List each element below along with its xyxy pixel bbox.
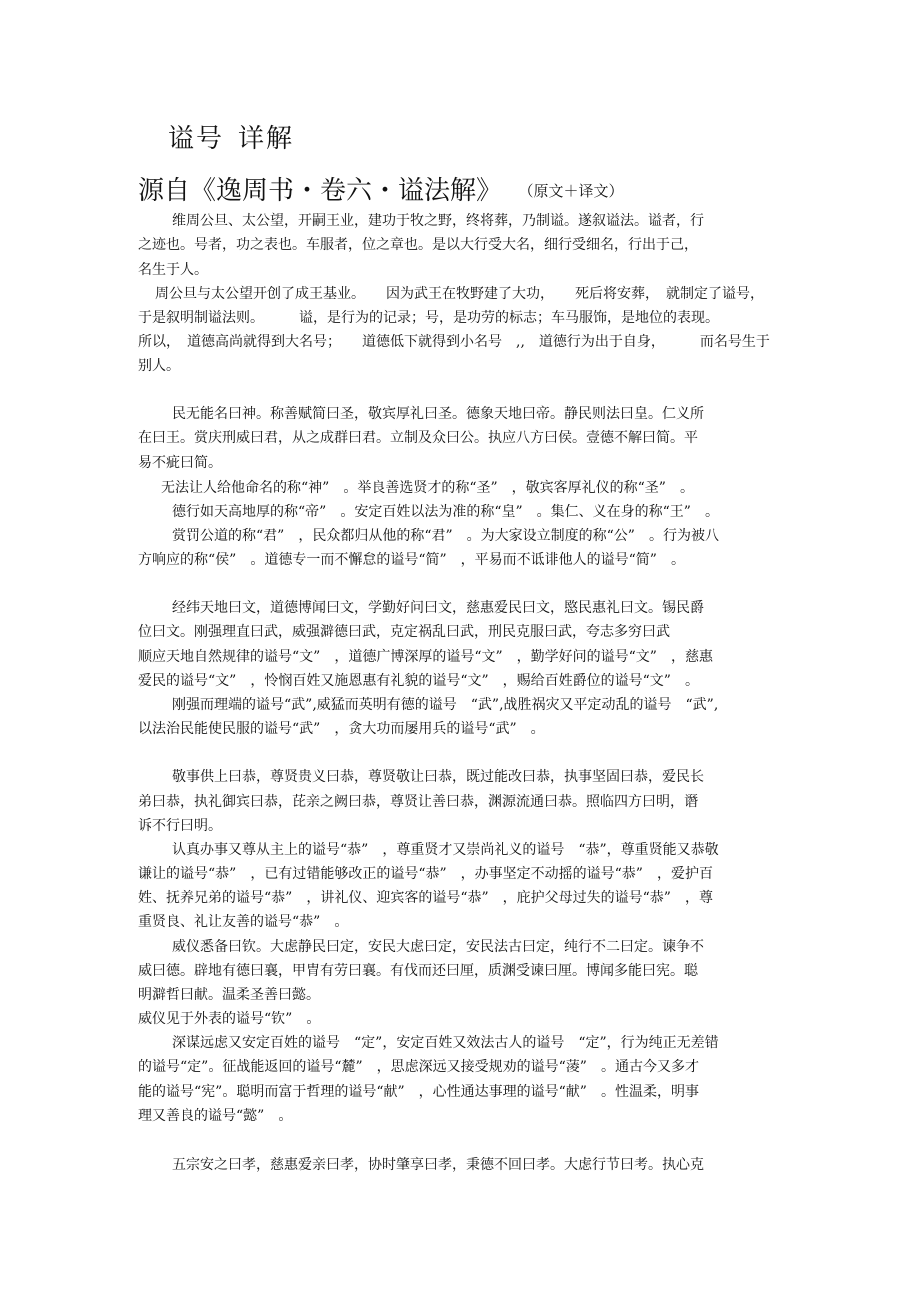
- text-line: 威仪悉备曰钦。大虑静民曰定，安民大虑曰定，安民法古曰定，纯行不二曰定。谏争不: [172, 939, 704, 955]
- page-subtitle: [138, 170, 624, 207]
- text-line: 周公旦与太公望开创了成王基业。 因为武王在牧野建了大功， 死后将安葬， 就制定了谥号，: [155, 286, 764, 302]
- subtitle-main: 源自《逸周书・卷六・谥法解》: [138, 176, 503, 206]
- text-line: 深谋远虑又安定百姓的谥号 “定”，安定百姓又效法古人的谥号 “定”，行为纯正无差错: [172, 1035, 719, 1051]
- title-word-2: 详解: [238, 124, 295, 154]
- text-line: 易不疵曰简。: [138, 455, 222, 471]
- text-line: 诉不行曰明。: [138, 818, 222, 834]
- text-line: 重贤良、礼让友善的谥号“恭” 。: [138, 914, 349, 930]
- text-line: 爱民的谥号“文” ，怜悯百姓又施恩惠有礼貌的谥号“文” ，赐给百姓爵位的谥号“文” 。: [138, 673, 699, 689]
- text-line: 刚强而理端的谥号“武”,威猛而英明有德的谥号 “武”,战胜祸灾又平定动乱的谥号 “武”,: [172, 697, 719, 713]
- text-line: 于是叙明制谥法则。 谥，是行为的记录；号，是功劳的标志；车马服饰，是地位的表现。: [138, 310, 719, 326]
- text-line: 经纬天地曰文，道德博闻曰文，学勤好问曰文，慈惠爱民曰文，愍民惠礼曰文。锡民爵: [172, 600, 704, 616]
- text-line: 姓、抚养兄弟的谥号“恭” ，讲礼仪、迎宾客的谥号“恭” ，庇护父母过失的谥号“恭” ，尊: [138, 890, 713, 906]
- text-line: 别人。: [138, 358, 180, 374]
- text-line: 名生于人。: [138, 262, 208, 278]
- text-line: 德行如天高地厚的称“帝” 。安定百姓以法为准的称“皇” 。集仁、义在身的称“王” 。: [172, 504, 719, 520]
- text-line: 赏罚公道的称“君” ，民众都归从他的称“君” 。为大家设立制度的称“公” 。行为被八: [172, 528, 719, 544]
- text-line: 之迹也。号者，功之表也。车服者，位之章也。是以大行受大名，细行受细名，行出于己，: [138, 237, 698, 253]
- text-line: 威仪见于外表的谥号“钦” 。: [138, 1011, 321, 1027]
- text-line: 在曰王。赏庆刑威曰君，从之成群曰君。立制及众曰公。执应八方曰侯。壹德不解曰简。平: [138, 430, 698, 446]
- text-line: 位曰文。刚强理直曰武，威强澼德曰武，克定祸乱曰武，刑民克服曰武，夸志多穷曰武: [138, 624, 670, 640]
- text-line: 民无能名曰神。称善赋简曰圣，敬宾厚礼曰圣。德象天地曰帝。静民则法曰皇。仁义所: [172, 406, 704, 422]
- text-line: 弟曰恭，执礼御宾曰恭，芘亲之阙曰恭，尊贤让善曰恭，渊源流通曰恭。照临四方曰明，谮: [138, 794, 698, 810]
- text-line: 敬事供上曰恭，尊贤贵义曰恭，尊贤敬让曰恭，既过能改曰恭，执事坚固曰恭，爱民长: [172, 769, 704, 785]
- text-line: 认真办事又尊从主上的谥号“恭” ，尊重贤才又崇尚礼义的谥号 “恭”，尊重贤能又恭敬: [172, 842, 719, 858]
- text-line: 以法治民能使民服的谥号“武” ，贪大功而屡用兵的谥号“武” 。: [138, 721, 545, 737]
- text-line: 的谥号“定”。征战能返回的谥号“麓” ，思虑深远又接受规劝的谥号“蓤” 。通古今又多才: [138, 1059, 699, 1075]
- page-title: [168, 118, 308, 155]
- text-line: 五宗安之曰孝，慈惠爱亲曰孝，协时肇享曰孝，秉德不回曰孝。大虑行节曰考。执心克: [172, 1157, 704, 1173]
- text-line: 方响应的称“侯” 。道德专一而不懈怠的谥号“简” ，平易而不诋诽他人的谥号“简” 。: [138, 552, 685, 568]
- text-line: 能的谥号“宪”。聪明而富于哲理的谥号“献” ，心性通达事理的谥号“献” 。性温柔，明事: [138, 1084, 699, 1100]
- text-line: 明澼哲曰献。温柔圣善曰懿。: [138, 987, 320, 1003]
- subtitle-note: （原文＋译文）: [526, 182, 624, 200]
- text-line: 维周公旦、太公望，开嗣王业，建功于牧之野，终将葬，乃制谥。遂叙谥法。谥者，行: [172, 213, 704, 229]
- title-word-1: 谥号: [168, 124, 225, 154]
- text-line: 无法让人给他命名的称“神” 。举良善选贤才的称“圣” ，敬宾客厚礼仪的称“圣” 。: [161, 480, 694, 496]
- text-line: 谦让的谥号“恭” ，已有过错能够改正的谥号“恭” ，办事坚定不动摇的谥号“恭” ，爱护百: [138, 866, 713, 882]
- text-line: 顺应天地自然规律的谥号“文” ，道德广博深厚的谥号“文” ，勤学好问的谥号“文” ，慈惠: [138, 649, 713, 665]
- text-line: 理又善良的谥号“懿” 。: [138, 1108, 293, 1124]
- text-line: 威曰德。辟地有德曰襄，甲胄有劳曰襄。有伐而还曰厘，质渊受谏曰厘。博闻多能曰宪。聪: [138, 963, 698, 979]
- text-line: 所以， 道德高尚就得到大名号； 道德低下就得到小名号 ,, 道德行为出于自身， 而名号生于: [138, 334, 770, 350]
